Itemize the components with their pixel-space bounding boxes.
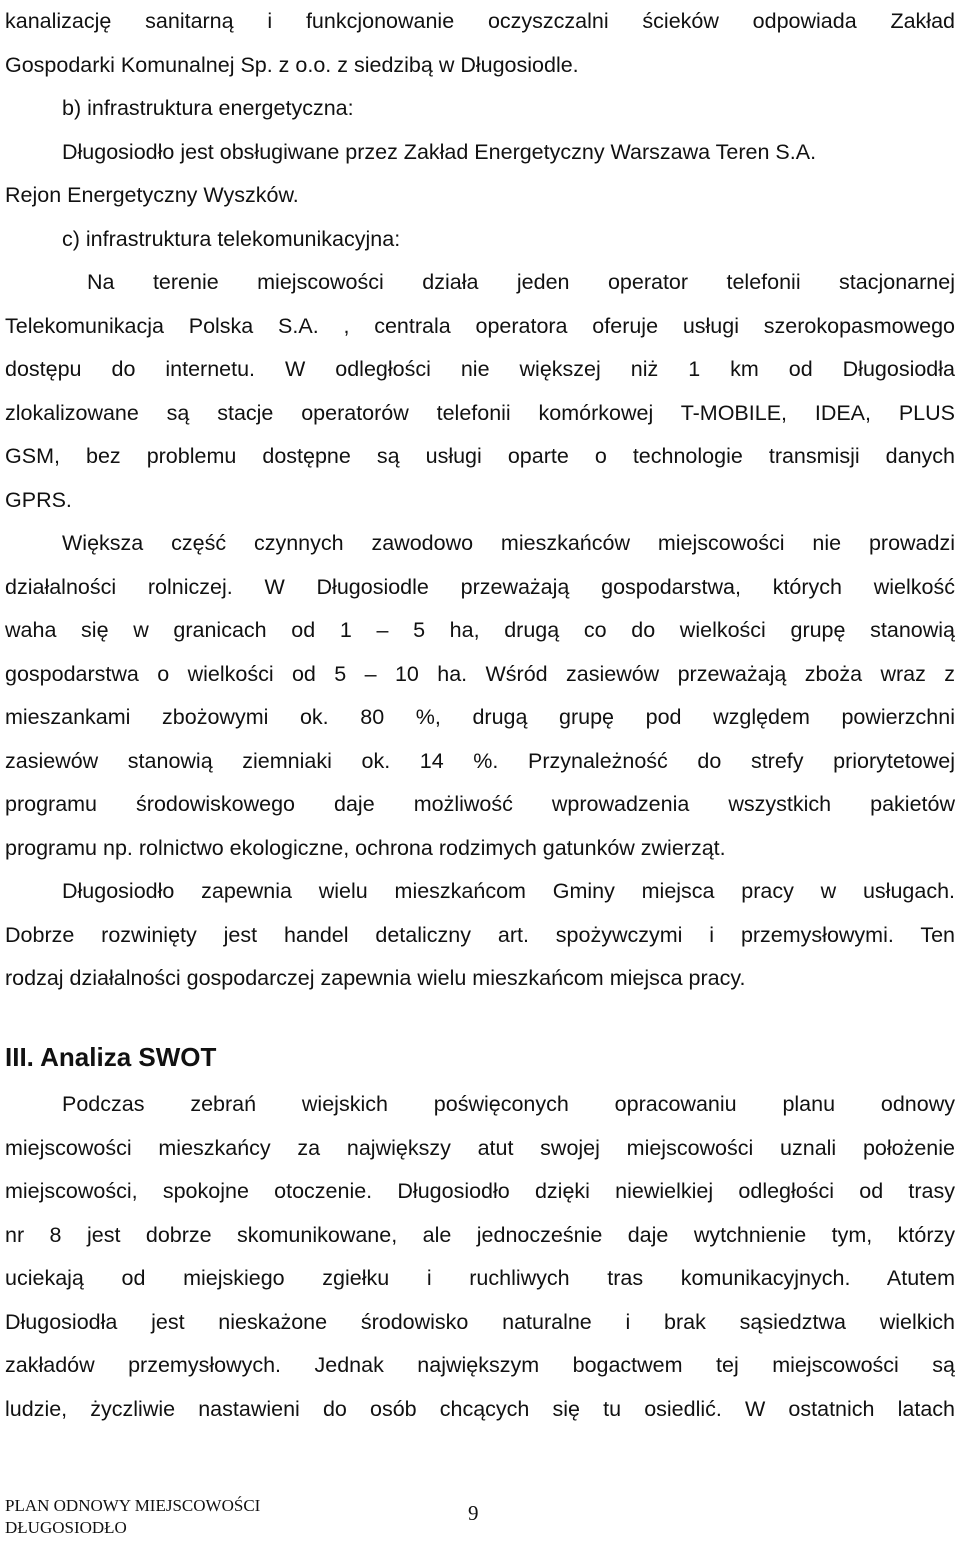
page-footer	[5, 1495, 260, 1539]
body-line: Długosiodła jest nieskażone środowisko naturalne i brak sąsiedztwa wielkich	[5, 1309, 955, 1334]
body-line: programu środowiskowego daje możliwość wprowadzenia wszystkich pakietów	[5, 792, 955, 816]
body-line: dostępu do internetu. W odległości nie większej niż 1 km od Długosiodła	[5, 357, 955, 381]
body-line: kanalizację sanitarną i funkcjonowanie oczyszczalni ścieków odpowiada Zakład	[5, 9, 955, 33]
body-line: działalności rolniczej. W Długosiodle przeważają gospodarstwa, których wielkość	[5, 574, 955, 599]
body-line: Długosiodło jest obsługiwane przez Zakład Energetyczny Warszawa Teren S.A.	[62, 139, 817, 164]
subsection-heading-telecom: c) infrastruktura telekomunikacyjna:	[62, 226, 401, 251]
body-line: GSM, bez problemu dostępne są usługi oparte o technologie transmisji danych	[5, 444, 955, 468]
body-line: GPRS.	[5, 487, 72, 512]
body-line: rodzaj działalności gospodarczej zapewnia wielu mieszkańcom miejsca pracy.	[5, 966, 746, 990]
body-line: Na terenie miejscowości działa jeden operator telefonii stacjonarnej	[87, 270, 955, 294]
body-line: Gospodarki Komunalnej Sp. z o.o. z siedzibą w Długosiodle.	[5, 52, 579, 77]
subsection-heading-energy: b) infrastruktura energetyczna:	[62, 96, 354, 120]
body-line: zlokalizowane są stacje operatorów telefonii komórkowej T-MOBILE, IDEA, PLUS	[5, 400, 955, 425]
document-body	[5, 0, 955, 1001]
body-line: zakładów przemysłowych. Jednak największym bogactwem tej miejscowości są	[5, 1353, 955, 1377]
body-line: Większa część czynnych zawodowo mieszkańców miejscowości nie prowadzi	[62, 531, 955, 555]
page-number: 9	[468, 1501, 479, 1525]
body-line: miejscowości, spokojne otoczenie. Długosiodło dzięki niewielkiej odległości od trasy	[5, 1179, 955, 1203]
body-line: zasiewów stanowią ziemniaki ok. 14 %. Przynależność do strefy priorytetowej	[5, 748, 955, 773]
body-line: miejscowości mieszkańcy za największy atut swojej miejscowości uznali położenie	[5, 1135, 955, 1160]
section-heading: III. Analiza SWOT	[5, 1042, 217, 1072]
body-line: ludzie, życzliwie nastawieni do osób chcących się tu osiedlić. W ostatnich latach	[5, 1396, 955, 1421]
body-line: Podczas zebrań wiejskich poświęconych opracowaniu planu odnowy	[62, 1092, 955, 1116]
body-line: Telekomunikacja Polska S.A. , centrala operatora oferuje usługi szerokopasmowego	[5, 313, 955, 338]
body-line: gospodarstwa o wielkości od 5 – 10 ha. Wśród zasiewów przeważają zboża wraz z	[5, 661, 955, 686]
body-line: uciekają od miejskiego zgiełku i ruchliwych tras komunikacyjnych. Atutem	[5, 1266, 955, 1290]
body-line: Rejon Energetyczny Wyszków.	[5, 183, 299, 207]
body-line: mieszankami zbożowymi ok. 80 %, drugą grupę pod względem powierzchni	[5, 705, 955, 729]
footer-title: PLAN ODNOWY MIEJSCOWOŚCI	[5, 1496, 261, 1515]
swot-section-body	[5, 1083, 955, 1431]
body-line: waha się w granicach od 1 – 5 ha, drugą co do wielkości grupę stanowią	[5, 618, 955, 642]
body-line: Długosiodło zapewnia wielu mieszkańcom Gminy miejsca pracy w usługach.	[62, 879, 955, 903]
body-line: Dobrze rozwinięty jest handel detaliczny art. spożywczymi i przemysłowymi. Ten	[5, 922, 955, 947]
body-line: programu np. rolnictwo ekologiczne, ochrona rodzimych gatunków zwierząt.	[5, 835, 726, 860]
footer-subtitle: DŁUGOSIODŁO	[5, 1518, 127, 1537]
body-line: nr 8 jest dobrze skomunikowane, ale jednocześnie daje wytchnienie tym, którzy	[5, 1222, 955, 1247]
